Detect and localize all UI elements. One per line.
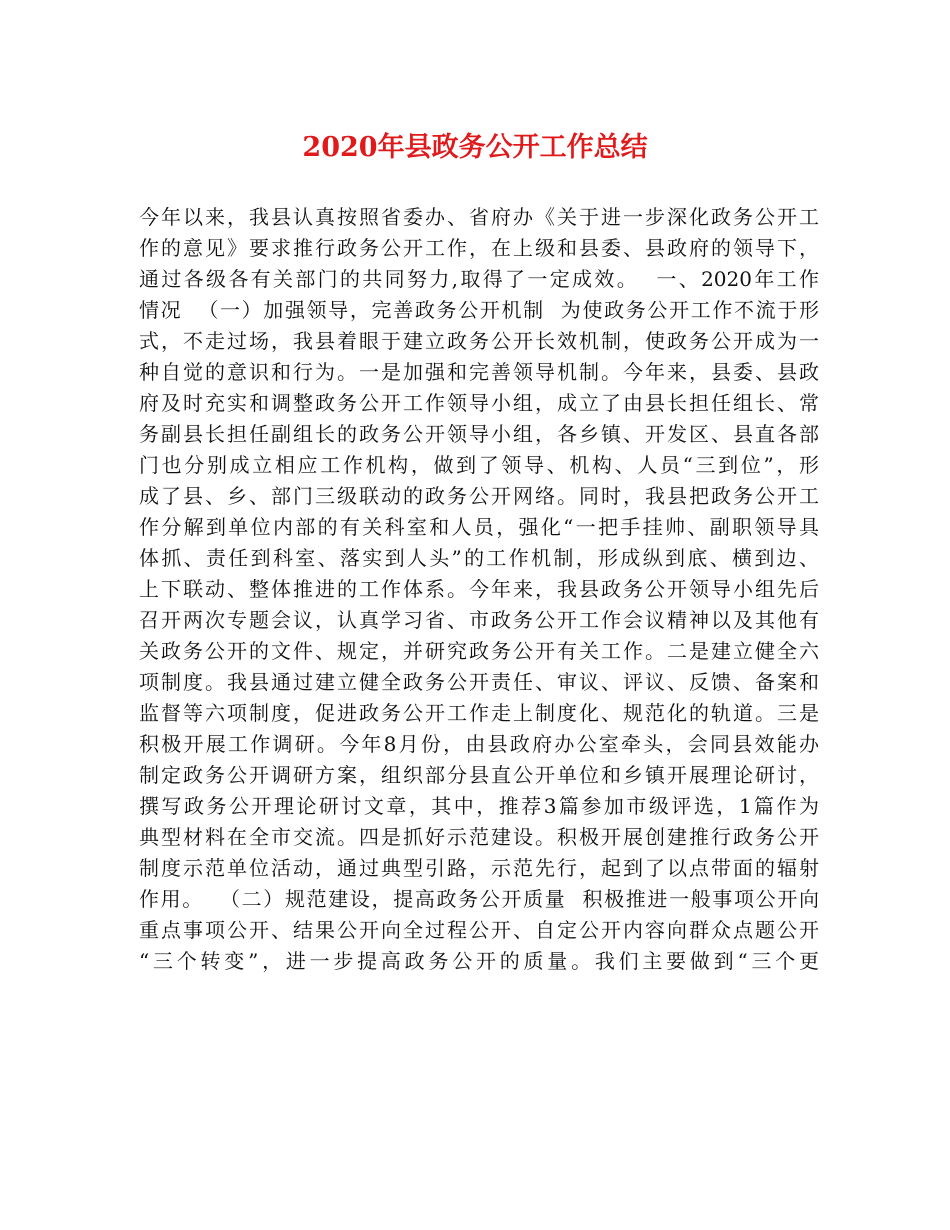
- document-body: [139, 202, 819, 977]
- body-line: 门也分别成立相应工作机构，做到了领导、机构、人员“三到位”，形: [139, 453, 819, 477]
- body-line: 项制度。我县通过建立健全政务公开责任、审议、评议、反馈、备案和: [139, 670, 819, 694]
- body-line: 式，不走过场，我县着眼于建立政务公开长效机制，使政务公开成为一: [139, 329, 819, 353]
- body-line: 撰写政务公开理论研讨文章，其中，推荐3篇参加市级评选，1篇作为: [139, 794, 819, 818]
- body-line: 重点事项公开、结果公开向全过程公开、自定公开内容向群众点题公开: [139, 918, 819, 942]
- body-line: 召开两次专题会议，认真学习省、市政务公开工作会议精神以及其他有: [139, 608, 819, 632]
- body-line: 作的意见》要求推行政务公开工作，在上级和县委、县政府的领导下，: [139, 236, 819, 260]
- body-line: 作分解到单位内部的有关科室和人员，强化“一把手挂帅、副职领导具: [139, 515, 819, 539]
- document-title: 2020年县政务公开工作总结: [302, 132, 648, 163]
- body-line: 种自觉的意识和行为。一是加强和完善领导机制。今年来，县委、县政: [139, 360, 819, 384]
- body-line: 监督等六项制度，促进政务公开工作走上制度化、规范化的轨道。三是: [139, 701, 819, 725]
- body-line: 府及时充实和调整政务公开工作领导小组，成立了由县长担任组长、常: [139, 391, 819, 415]
- body-line: 通过各级各有关部门的共同努力,取得了一定成效。 一、2020年工作: [139, 267, 819, 291]
- body-line: 关政务公开的文件、规定，并研究政务公开有关工作。二是建立健全六: [139, 639, 819, 663]
- body-line: 典型材料在全市交流。四是抓好示范建设。积极开展创建推行政务公开: [139, 825, 819, 849]
- body-line: 积极开展工作调研。今年8月份，由县政府办公室牵头，会同县效能办: [139, 732, 819, 756]
- body-line: 体抓、责任到科室、落实到人头”的工作机制，形成纵到底、横到边、: [139, 546, 819, 570]
- body-line: 制定政务公开调研方案，组织部分县直公开单位和乡镇开展理论研讨，: [139, 763, 819, 787]
- body-line: 作用。 （二）规范建设，提高政务公开质量 积极推进一般事项公开向: [139, 887, 819, 911]
- body-line: 成了县、乡、部门三级联动的政务公开网络。同时，我县把政务公开工: [139, 484, 819, 508]
- body-line: “三个转变”，进一步提高政务公开的质量。我们主要做到“三个更: [139, 949, 819, 973]
- body-line: 上下联动、整体推进的工作体系。今年来，我县政务公开领导小组先后: [139, 577, 819, 601]
- body-line: 务副县长担任副组长的政务公开领导小组，各乡镇、开发区、县直各部: [139, 422, 819, 446]
- body-line: 制度示范单位活动，通过典型引路，示范先行，起到了以点带面的辐射: [139, 856, 819, 880]
- body-line: 今年以来，我县认真按照省委办、省府办《关于进一步深化政务公开工: [139, 205, 819, 229]
- body-line: 情况 （一）加强领导，完善政务公开机制 为使政务公开工作不流于形: [139, 298, 819, 322]
